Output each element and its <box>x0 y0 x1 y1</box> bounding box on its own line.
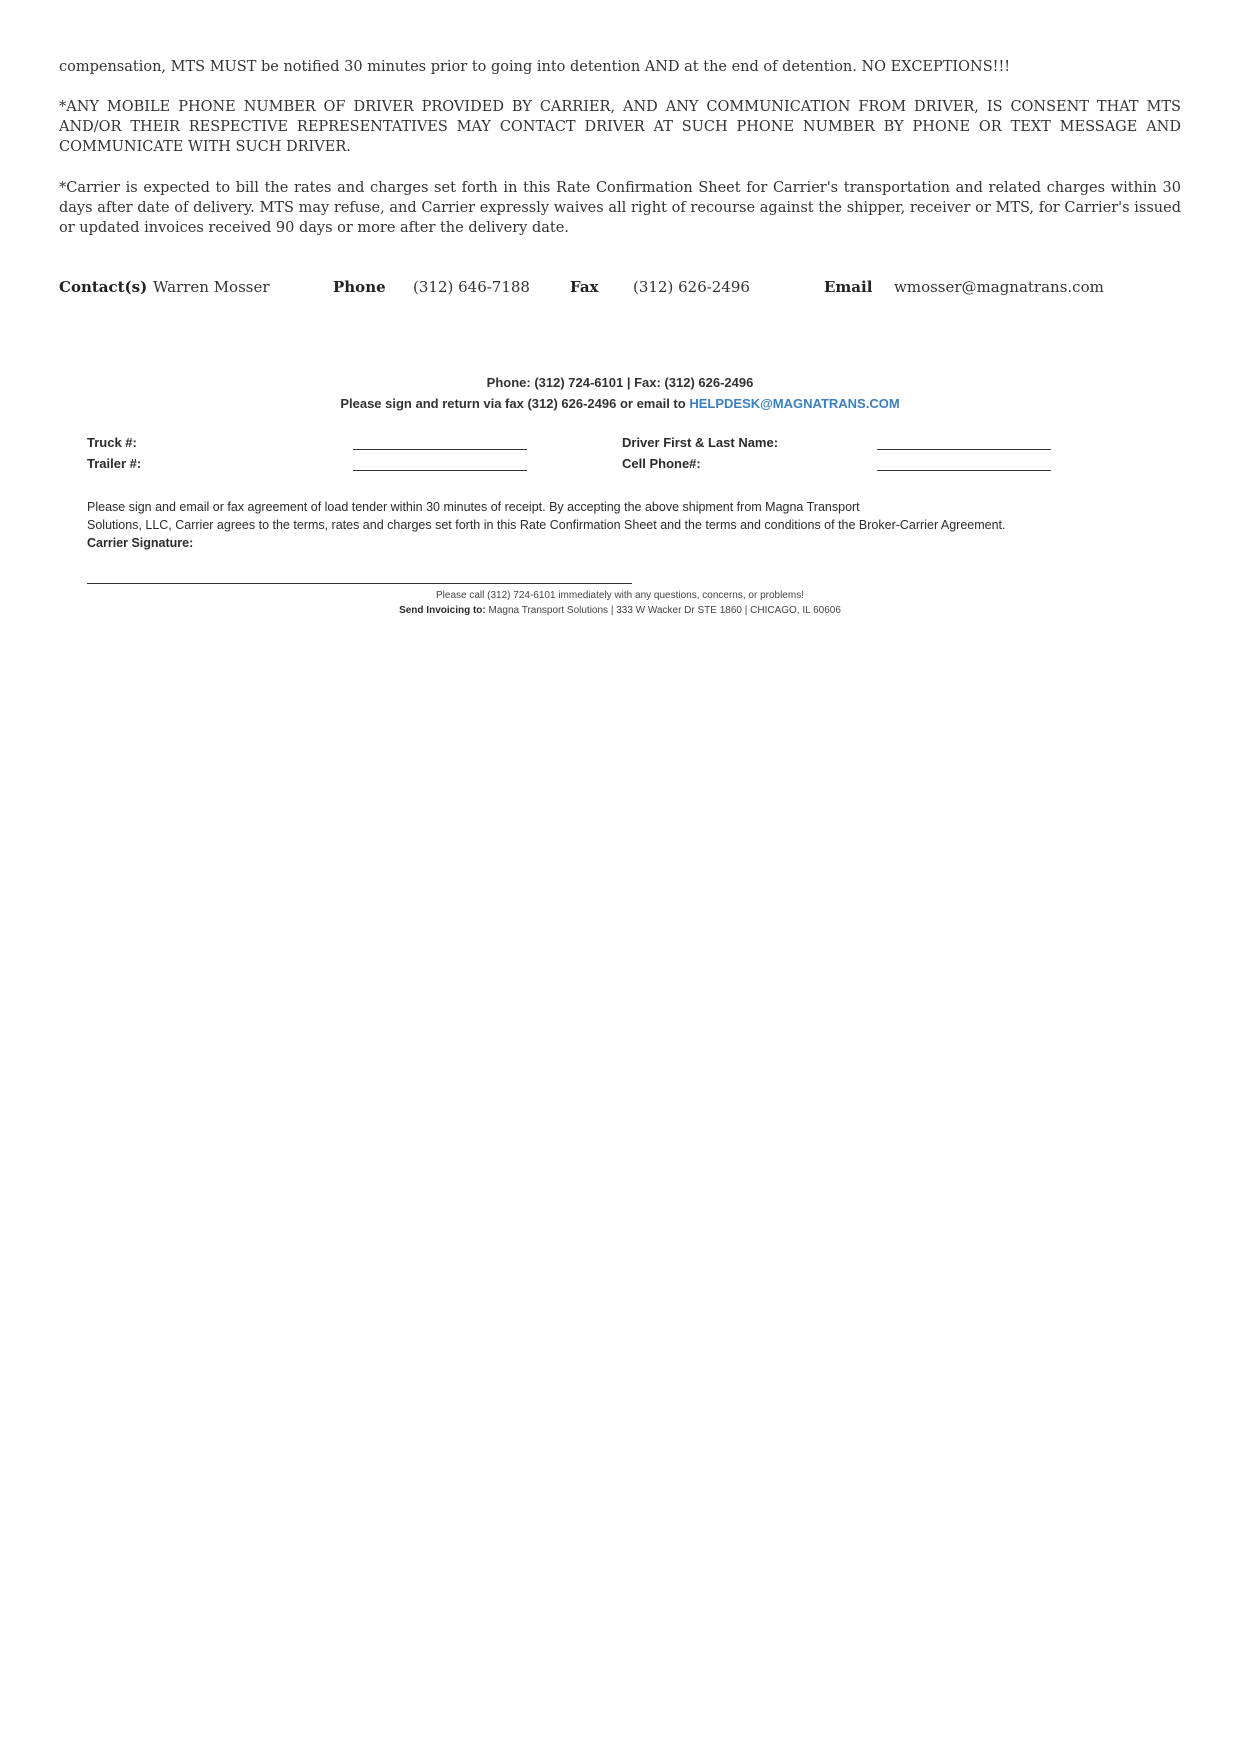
truck-label: Truck #: <box>87 435 137 450</box>
sign-return-text: Please sign and return via fax (312) 626-2496 or email to <box>340 396 686 411</box>
email-label: Email <box>824 278 873 296</box>
company-phone-fax: Phone: (312) 724-6101 | Fax: (312) 626-2496 <box>486 375 754 390</box>
footer-invoicing-line <box>0 605 1240 616</box>
invoicing-label: Send Invoicing to: <box>399 605 486 616</box>
mobile-consent-paragraph: *ANY MOBILE PHONE NUMBER OF DRIVER PROVIDED BY CARRIER, AND ANY COMMUNICATION FROM DRIVER, IS CONSENT THAT MTS AND/OR THEIR RESPECTIVE REPRESENTATIVES MAY CONTACT DRIVER AT SUCH PHONE NUMBER BY PHONE OR TEXT MESSAGE AND COMMUNICATE WITH SUCH DRIVER. <box>59 99 1181 155</box>
helpdesk-email-link[interactable]: HELPDESK@MAGNATRANS.COM <box>689 396 900 411</box>
carrier-signature-line[interactable] <box>87 583 632 584</box>
carrier-signature-label: Carrier Signature: <box>87 536 194 550</box>
sign-return-line <box>0 396 1240 411</box>
phone-label: Phone <box>333 278 386 296</box>
phone-value: (312) 646-7188 <box>413 278 530 296</box>
detention-paragraph: compensation, MTS MUST be notified 30 minutes prior to going into detention AND at the end of detention. NO EXCEPTIONS!!! <box>59 59 1011 75</box>
invoicing-address: Magna Transport Solutions | 333 W Wacker Dr STE 1860 | CHICAGO, IL 60606 <box>488 605 841 616</box>
driver-name-label: Driver First & Last Name: <box>622 435 779 450</box>
footer-call-line: Please call (312) 724-6101 immediately with any questions, concerns, or problems! <box>436 590 804 601</box>
truck-input-line[interactable] <box>353 449 527 450</box>
driver-name-input-line[interactable] <box>877 449 1051 450</box>
contact-name: Warren Mosser <box>153 278 270 296</box>
contact-label: Contact(s) <box>59 278 148 296</box>
agreement-line-1: Please sign and email or fax agreement of load tender within 30 minutes of receipt. By accepting the above shipment from Magna Transport <box>87 500 860 514</box>
agreement-line-2: Solutions, LLC, Carrier agrees to the terms, rates and charges set forth in this Rate Confirmation Sheet and the terms and conditions of the Broker-Carrier Agreement. <box>87 518 1006 532</box>
fax-value: (312) 626-2496 <box>633 278 750 296</box>
fax-label: Fax <box>570 278 599 296</box>
trailer-input-line[interactable] <box>353 470 527 471</box>
email-value[interactable]: wmosser@magnatrans.com <box>894 278 1104 296</box>
cell-phone-input-line[interactable] <box>877 470 1051 471</box>
cell-phone-label: Cell Phone#: <box>622 456 701 471</box>
billing-paragraph: *Carrier is expected to bill the rates and charges set forth in this Rate Confirmation Sheet for Carrier's transportation and related charges within 30 days after date of delivery. MTS may refuse, and Carrier expressly waives all right of recourse against the shipper, receiver or MTS, for Carrier's issued or updated invoices received 90 days or more after the delivery date. <box>59 180 1181 236</box>
contact-row <box>59 278 1181 300</box>
trailer-label: Trailer #: <box>87 456 142 471</box>
